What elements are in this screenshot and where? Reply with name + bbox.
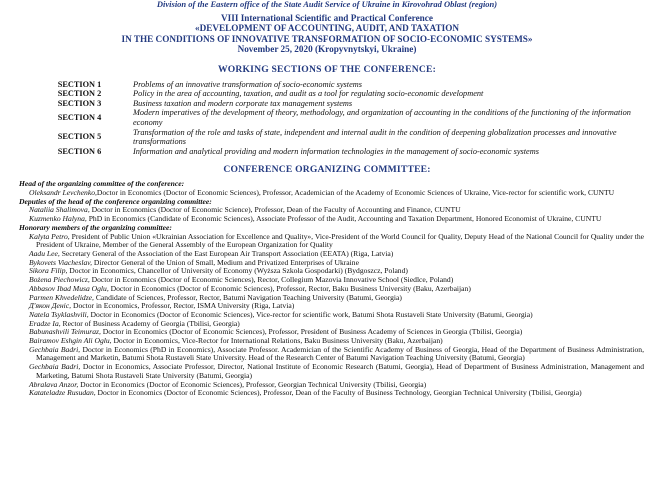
conference-title-block — [0, 13, 654, 55]
section-text: Problems of an innovative transformation of socio-economic systems — [133, 79, 362, 89]
member-description: Doctor in Economics (Doctor of Economic Sciences), Professor, Georgian Technical University (Tbilisi, Georgia) — [78, 379, 427, 389]
committee-member — [22, 233, 644, 250]
section-label: SECTION 2 — [57, 89, 102, 99]
member-description: Doctor in Economics (Doctor of Economic Sciences), Professor, Dean of the Faculty of Business Technology, Georgian Technical University (Tbilisi, Georgia) — [95, 388, 582, 398]
member-name: Eradze Ia, — [29, 318, 61, 328]
section-text: Policy in the area of accounting, taxation, and audit as a tool for regulating socio-economic development — [133, 89, 484, 99]
header-organizer-line: Division of the Eastern office of the State Audit Service of Ukraine in Kirovohrad Oblast (region) — [156, 0, 498, 9]
member-name: Sikora Filip, — [29, 266, 68, 276]
member-name: Gechbaia Badri, — [29, 362, 81, 372]
member-name: Aadu Lee, — [29, 249, 60, 258]
deputy-members — [22, 206, 644, 223]
conference-date: November 25, 2020 (Kropyvnytskyi, Ukraine) — [237, 44, 417, 55]
member-description: Doctor in Economics, Chancellor of University of Economy (Wyższa Szkoła Gospodarki) (Bydgoszcz, Poland) — [67, 266, 408, 276]
section-label: SECTION 4 — [57, 113, 102, 123]
conference-subtitle: VIII International Scientific and Practical Conference — [221, 13, 433, 23]
section-row — [32, 80, 632, 90]
member-description: Doctor in Economics (Doctor of Economic Sciences), Vice-rector for scientific work, Batumi Shota Rustaveli State University (Batumi, Georgia) — [88, 309, 533, 319]
member-name: Abbasov Ibad Musa Oglu, — [29, 283, 109, 293]
member-name: Babunashvili Teimuraz, — [29, 327, 101, 337]
member-name: Kalyta Petro, — [29, 231, 70, 241]
member-description: President of Public Union «Ukrainian Association for Excellence and Quality», Vice-President of the World Council for Quality, Deputy Head of the National Council for Quality under the President of Ukraine, Member of the General Assembly of the European Organization for Quality — [36, 231, 645, 250]
member-description: Doctor in Economics (Doctor of Economic Sciences), Professor, Academician of the Academy of Economic Sciences of Ukraine, Vice-rector for scientific work, CUNTU — [96, 188, 615, 198]
member-name: Д'якон Деніс, — [29, 301, 72, 311]
section-text: Transformation of the role and tasks of state, independent and internal audit in the condition of deepening globalization processes and innovative transformations — [133, 127, 617, 147]
member-name: Natela Tsyklashvili, — [29, 309, 89, 319]
section-text: Modern imperatives of the development of theory, methodology, and organization of accounting in the conditions of the functioning of the information economy — [133, 108, 631, 127]
honorary-label: Honorary members of the organizing committee: — [19, 222, 172, 232]
member-name: Bożena Piechowicz, — [29, 275, 90, 285]
member-description: Doctor in Economics (Doctor of Economic Science), Professor, Dean of the Faculty of Accounting and Finance, CUNTU — [89, 205, 461, 215]
section-text: Information and analytical providing and modern information technologies in the management of socio-economic systems — [133, 146, 539, 156]
member-name: Katateladze Rusudan, — [29, 388, 96, 398]
honorary-members — [22, 233, 644, 398]
section-label: SECTION 5 — [57, 132, 102, 142]
section-row — [32, 147, 632, 157]
member-description: Doctor in Economics (Doctor of Economic Sciences), Professor, Rector, Baku Business University (Baku, Azerbaijan) — [108, 283, 471, 293]
member-description: Doctor in Economics (PhD in Economics), Associate Professor. Academician of the Scientific Academy of Business of Georgia, Head of the Department of Business Administration, Management and Marketin, Batumi Shota Rustaveli State University. Head of the Research Center of Batumi Navigation Teaching University (Batumi, Georgia) — [36, 344, 645, 363]
section-row — [32, 89, 632, 99]
conference-title-line-2: IN THE CONDITIONS OF INNOVATIVE TRANSFORMATION OF SOCIO-ECONOMIC SYSTEMS» — [121, 33, 533, 44]
member-name: Nataliia Shalimova, — [29, 205, 90, 215]
member-name: Abralava Anzor, — [29, 379, 79, 389]
working-sections-table — [32, 80, 632, 157]
section-text: Business taxation and modern corporate tax management systems — [133, 98, 353, 108]
member-name: Oleksandr Levchenko, — [29, 188, 97, 198]
member-name: Bykovets Viacheslav, — [29, 257, 92, 267]
conference-title-line-1: «DEVELOPMENT OF ACCOUNTING, AUDIT, AND TAXATION — [195, 23, 459, 34]
committee-member — [22, 346, 644, 363]
committee-member — [22, 389, 644, 398]
section-row — [32, 108, 632, 127]
member-description: Rector of Business Academy of Georgia (Tbilisi, Georgia) — [60, 318, 240, 328]
member-name: Gechbaia Badri, — [29, 344, 81, 354]
member-description: Doctor in Economics, Associate Professor, Director, National Institute of Economic Research (Batumi, Georgia), Head of Department of Business Administration, Management and Marketing, Batumi Shota Rustaveli State University (Batumi, Georgia) — [36, 362, 644, 380]
member-description: Secretary General of the Association of the East European Air Transport Association (EEATA) (Riga, Latvia) — [59, 249, 394, 258]
section-label: SECTION 1 — [57, 79, 102, 89]
member-description: Doctor in Economics (Doctor of Economic Sciences), Rector, Collegium Mazovia Innovative School (Siedlce, Poland) — [89, 275, 454, 285]
member-name: Parmen Khvedelidze, — [29, 292, 94, 302]
member-description: PhD in Economics (Candidate of Economic Sciences), Associate Professor of the Audit, Accounting and Taxation Department, Honored Economist of Ukraine, CUNTU — [86, 214, 602, 224]
committee-member — [22, 363, 644, 380]
member-description: Doctor in Economics, Professor, Rector, ISMA University (Riga, Latvia) — [71, 301, 295, 311]
member-name: Bairamov Eshgin Ali Oglu, — [29, 336, 112, 346]
member-description: Doctor in Economics (Doctor of Economic Sciences), Professor, President of Business Academy of Sciences in Georgia (Tbilisi, Georgia) — [100, 327, 523, 337]
committee-list — [19, 179, 645, 398]
working-sections-heading: WORKING SECTIONS OF THE CONFERENCE: — [217, 63, 437, 75]
section-row — [32, 128, 632, 147]
head-label: Head of the organizing committee of the conference: — [19, 179, 185, 189]
member-description: Candidate of Sciences, Professor, Rector, Batumi Navigation Teaching University (Batumi, Georgia) — [93, 292, 402, 302]
member-name: Kuzmenko Halyna, — [29, 214, 87, 224]
section-label: SECTION 3 — [57, 98, 102, 108]
committee-heading: CONFERENCE ORGANIZING COMMITTEE: — [223, 164, 431, 176]
section-row — [32, 99, 632, 109]
deputies-label: Deputies of the head of the conference organizing committee: — [19, 196, 212, 206]
section-label: SECTION 6 — [57, 146, 102, 156]
member-description: Doctor in Economics, Vice-Rector for International Relations, Baku Business University (Baku, Azerbaijan) — [111, 336, 443, 346]
member-description: Director General of the Union of Small, Medium and Privatized Enterprises of Ukraine — [91, 257, 359, 267]
